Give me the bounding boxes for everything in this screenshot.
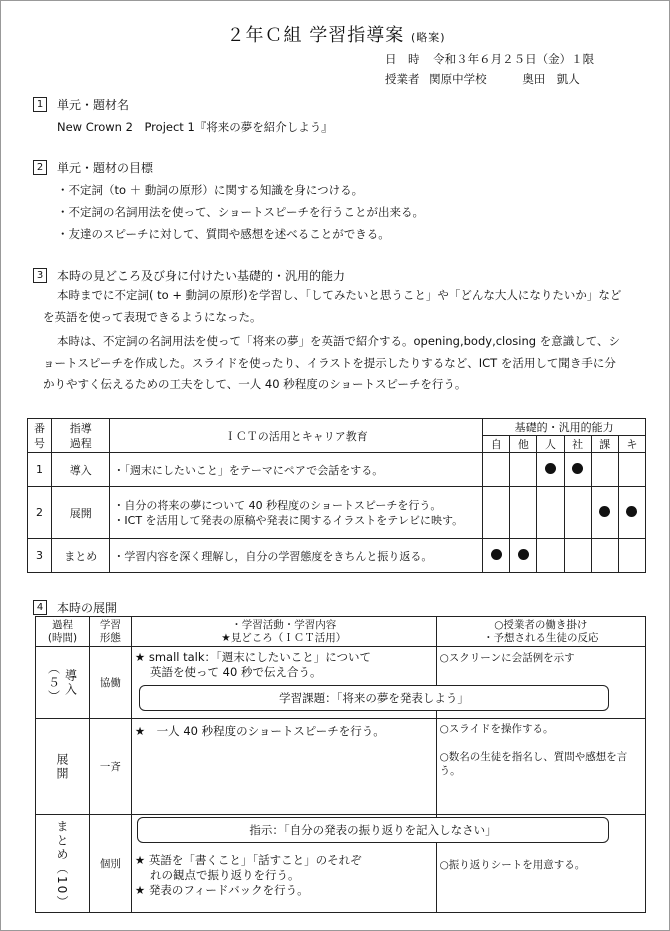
ability-cell xyxy=(483,453,510,487)
ability-col: 人 xyxy=(537,436,564,453)
teacher-cell: ○振り返りシートを用意する。 xyxy=(436,815,645,913)
highlight-paragraph-1: 本時までに不定詞( to + 動詞の原形)を学習し、「してみたいと思うこと」や「どんな大人になりたいか」などを英語を使って表現できるようになった。 xyxy=(43,288,622,324)
ability-mark-dot xyxy=(545,463,556,474)
table-row xyxy=(28,487,646,539)
lesson-flow-table xyxy=(35,616,646,913)
ability-mark-dot xyxy=(518,549,529,560)
ict-career-table xyxy=(27,418,646,573)
ability-cell xyxy=(564,539,591,573)
ability-cell xyxy=(537,539,564,573)
section-title: 単元・題材名 xyxy=(57,98,130,112)
section-number: 1 xyxy=(33,97,47,112)
activity-cell: ★ 英語を「書くこと」「話すこと」のそれぞ れの観点で振り返りを行う。 ★ 発表のフィードバックを行う。 xyxy=(131,815,436,913)
date-value: 令和３年６月２５日（金）１限 xyxy=(433,52,595,66)
activity-cell: ★ small talk：「週末にしたいこと」について 英語を使って 40 秒で伝え合う。 xyxy=(131,647,436,719)
col-header-step: 指導過程 xyxy=(52,419,110,453)
ability-col: 他 xyxy=(510,436,537,453)
ability-cell xyxy=(510,487,537,539)
learning-task-box: 学習課題：「将来の夢を発表しよう」 xyxy=(139,685,609,711)
row-number: 3 xyxy=(28,539,52,573)
form-cell: 個別 xyxy=(89,815,131,913)
ability-mark-dot xyxy=(572,463,583,474)
ability-cell xyxy=(618,453,645,487)
row-step: 導入 xyxy=(52,453,110,487)
table-row xyxy=(28,539,646,573)
ability-col: 課 xyxy=(591,436,618,453)
ability-mark-dot xyxy=(599,506,610,517)
ability-cell xyxy=(618,487,645,539)
teacher-label: 授業者 xyxy=(385,72,420,86)
school-name: 関原中学校 xyxy=(429,72,487,86)
section3-heading xyxy=(33,267,345,284)
page-title xyxy=(1,21,670,47)
ability-mark-dot xyxy=(491,549,502,560)
col-header-form: 学習 形態 xyxy=(89,617,131,647)
section4-heading xyxy=(33,599,117,616)
section-title: 単元・題材の目標 xyxy=(57,161,154,175)
activity-cell: ★ 一人 40 秒程度のショートスピーチを行う。 xyxy=(131,719,436,815)
section-title: 本時の展開 xyxy=(57,601,118,615)
section1-heading xyxy=(33,96,129,113)
ability-cell xyxy=(591,539,618,573)
row-content: ・自分の将来の夢について 40 秒程度のショートスピーチを行う。 ・ICT を活用して発表の原稿や発表に関するイラストをテレビに映す。 xyxy=(110,487,483,539)
ability-cell xyxy=(591,453,618,487)
col-header-ability: 基礎的・汎用的能力 xyxy=(483,419,646,436)
ability-col: 社 xyxy=(564,436,591,453)
ability-mark-dot xyxy=(626,506,637,517)
goal-item: ・友達のスピーチに対して、質問や感想を述べることができる。 xyxy=(57,227,390,241)
ability-col: キ xyxy=(618,436,645,453)
row-step: 展開 xyxy=(52,487,110,539)
date-row xyxy=(385,51,594,67)
section-title: 本時の見どころ及び身に付けたい基礎的・汎用的能力 xyxy=(57,269,346,283)
instruction-box: 指示：「自分の発表の振り返りを記入しなさい」 xyxy=(137,817,609,843)
ability-cell xyxy=(537,453,564,487)
row-step: まとめ xyxy=(52,539,110,573)
ability-cell xyxy=(564,487,591,539)
ability-cell xyxy=(564,453,591,487)
process-cell: まとめ（10） xyxy=(36,815,90,913)
ability-cell xyxy=(537,487,564,539)
teacher-row xyxy=(385,71,580,87)
date-label: 日 時 xyxy=(385,52,420,66)
col-header-teacher: ○授業者の働き掛け ・予想される生徒の反応 xyxy=(436,617,645,647)
goal-item: ・不定詞（to ＋ 動詞の原形）に関する知識を身につける。 xyxy=(57,183,364,197)
highlight-paragraph-2: 本時は、不定詞の名詞用法を使って「将来の夢」を英語で紹介する。opening,body,closing を意識して、ショートスピーチを作成した。スライドを使ったり、イラストを提示したりするなど、ICT を活用して聞き手に分かりやすく伝えるための工夫をして、一人 40 秒程度のショートスピーチを行う。 xyxy=(43,334,620,391)
ability-cell xyxy=(591,487,618,539)
ability-cell xyxy=(510,453,537,487)
section-number: 4 xyxy=(33,600,47,615)
title-note: (略案) xyxy=(410,31,446,44)
ability-cell xyxy=(618,539,645,573)
col-header-process: 過程 (時間) xyxy=(36,617,90,647)
col-header-main: ＩＣＴの活用とキャリア教育 xyxy=(110,419,483,453)
form-cell: 協働 xyxy=(89,647,131,719)
section2-heading xyxy=(33,159,153,176)
table-row xyxy=(36,719,646,815)
section-number: 3 xyxy=(33,268,47,283)
goal-item: ・不定詞の名詞用法を使って、ショートスピーチを行うことが出来る。 xyxy=(57,205,424,219)
process-cell: 導入（５） xyxy=(36,647,90,719)
unit-name: New Crown 2 Project 1『将来の夢を紹介しよう』 xyxy=(57,120,333,134)
row-content: ・学習内容を深く理解し，自分の学習態度をきちんと振り返る。 xyxy=(110,539,483,573)
title-text: ２年Ｃ組 学習指導案 xyxy=(226,25,405,46)
row-number: 2 xyxy=(28,487,52,539)
row-number: 1 xyxy=(28,453,52,487)
ability-cell xyxy=(510,539,537,573)
teacher-name: 奥田 凱人 xyxy=(522,72,580,86)
teacher-cell: ○スクリーンに会話例を示す xyxy=(436,647,645,719)
col-header-number: 番号 xyxy=(28,419,52,453)
col-header-activity: ・学習活動・学習内容 ★見どころ（ＩＣＴ活用） xyxy=(131,617,436,647)
ability-col: 自 xyxy=(483,436,510,453)
ability-cell xyxy=(483,539,510,573)
ability-cell xyxy=(483,487,510,539)
teacher-cell: ○スライドを操作する。 ○数名の生徒を指名し、質問や感想を言う。 xyxy=(436,719,645,815)
table-row xyxy=(28,453,646,487)
form-cell: 一斉 xyxy=(89,719,131,815)
row-content: ・「週末にしたいこと」をテーマにペアで会話をする。 xyxy=(110,453,483,487)
section-number: 2 xyxy=(33,160,47,175)
process-cell: 展開 xyxy=(36,719,90,815)
